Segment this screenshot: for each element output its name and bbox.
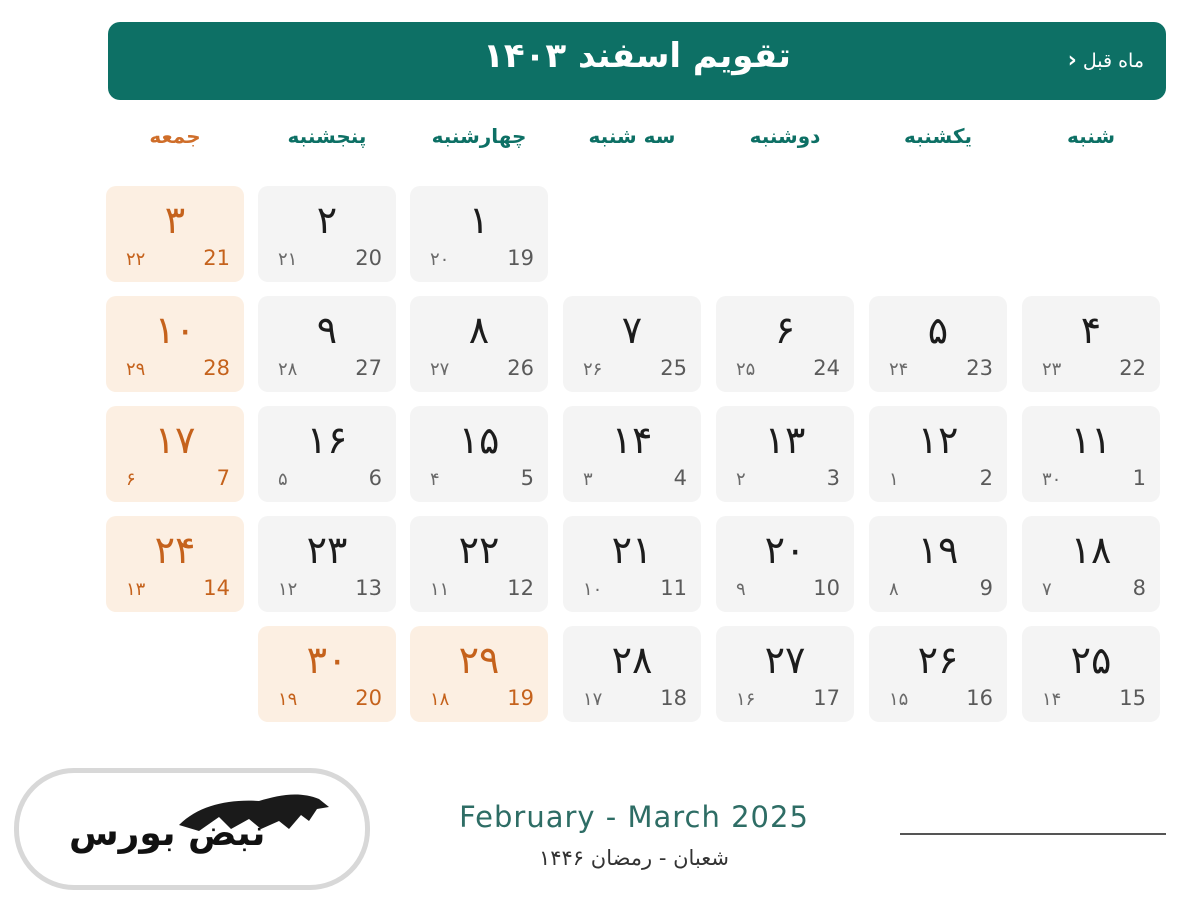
hijri-day-number: ۱۴ [1042, 689, 1062, 710]
persian-day-number: ۲۸ [611, 638, 653, 682]
gregorian-day-number: 26 [507, 356, 534, 380]
persian-day-number: ۲۲ [458, 528, 500, 572]
gregorian-day-number: 27 [355, 356, 382, 380]
page-title: تقویم اسفند ۱۴۰۳ [483, 36, 791, 76]
prev-month-button[interactable] [1068, 48, 1144, 73]
day-cell[interactable] [869, 296, 1007, 392]
day-cell[interactable] [1022, 626, 1160, 722]
divider [900, 833, 1166, 835]
hijri-day-number: ۲۳ [1042, 359, 1062, 380]
persian-day-number: ۱۶ [306, 418, 348, 462]
persian-day-number: ۲۹ [458, 638, 500, 682]
day-cell[interactable] [716, 516, 854, 612]
persian-day-number: ۲ [316, 198, 338, 242]
day-cell[interactable] [106, 516, 244, 612]
day-cell[interactable] [716, 626, 854, 722]
gregorian-day-number: 20 [355, 686, 382, 710]
gregorian-day-number: 24 [813, 356, 840, 380]
gregorian-day-number: 18 [660, 686, 687, 710]
day-cell[interactable] [410, 516, 548, 612]
hijri-day-number: ۲۹ [126, 359, 146, 380]
gregorian-day-number: 14 [203, 576, 230, 600]
day-cell[interactable] [410, 626, 548, 722]
hijri-day-number: ۶ [126, 469, 136, 490]
gregorian-day-number: 22 [1119, 356, 1146, 380]
gregorian-day-number: 23 [966, 356, 993, 380]
day-cell[interactable] [258, 296, 396, 392]
gregorian-day-number: 21 [203, 246, 230, 270]
persian-day-number: ۱۲ [917, 418, 959, 462]
weekday-saturday: شنبه [1066, 124, 1116, 148]
day-cell[interactable] [258, 406, 396, 502]
persian-day-number: ۱۸ [1070, 528, 1112, 572]
prev-month-label: ماه قبل [1082, 49, 1144, 72]
persian-day-number: ۱۱ [1070, 418, 1112, 462]
day-cell[interactable] [563, 626, 701, 722]
weekday-sunday: یکشنبه [904, 124, 972, 148]
persian-day-number: ۷ [621, 308, 643, 352]
gregorian-day-number: 4 [673, 466, 687, 490]
day-cell[interactable] [716, 406, 854, 502]
gregorian-day-number: 25 [660, 356, 687, 380]
persian-day-number: ۸ [468, 308, 490, 352]
hijri-day-number: ۱ [889, 469, 899, 490]
day-cell[interactable] [869, 516, 1007, 612]
gregorian-day-number: 8 [1132, 576, 1146, 600]
gregorian-range: February - March 2025 [459, 800, 809, 834]
gregorian-day-number: 19 [507, 246, 534, 270]
logo-text: نبض بورس [69, 813, 266, 854]
persian-day-number: ۲۴ [154, 528, 196, 572]
weekday-tuesday: سه شنبه [588, 124, 676, 148]
gregorian-day-number: 13 [355, 576, 382, 600]
day-cell[interactable] [106, 186, 244, 282]
persian-day-number: ۲۱ [611, 528, 653, 572]
persian-day-number: ۹ [316, 308, 338, 352]
hijri-day-number: ۲۸ [278, 359, 298, 380]
hijri-day-number: ۱۶ [736, 689, 756, 710]
hijri-range: شعبان - رمضان ۱۴۴۶ [538, 846, 730, 870]
day-cell[interactable] [106, 296, 244, 392]
persian-day-number: ۱۵ [458, 418, 500, 462]
hijri-day-number: ۲۵ [736, 359, 756, 380]
hijri-day-number: ۲۶ [583, 359, 603, 380]
hijri-day-number: ۲ [736, 469, 746, 490]
hijri-day-number: ۹ [736, 579, 746, 600]
gregorian-day-number: 20 [355, 246, 382, 270]
gregorian-day-number: 7 [216, 466, 230, 490]
day-cell[interactable] [410, 296, 548, 392]
gregorian-day-number: 11 [660, 576, 687, 600]
persian-day-number: ۱۴ [611, 418, 653, 462]
day-cell[interactable] [716, 296, 854, 392]
weekday-wednesday: چهارشنبه [431, 124, 527, 148]
hijri-day-number: ۱۲ [278, 579, 298, 600]
day-cell[interactable] [258, 516, 396, 612]
hijri-day-number: ۱۱ [430, 579, 450, 600]
weekday-monday: دوشنبه [749, 124, 821, 148]
weekday-header-row [0, 124, 1200, 164]
hijri-day-number: ۱۹ [278, 689, 298, 710]
day-cell[interactable] [869, 626, 1007, 722]
hijri-day-number: ۵ [278, 469, 288, 490]
persian-day-number: ۱۳ [764, 418, 806, 462]
weekday-friday: جمعه [149, 124, 201, 148]
gregorian-day-number: 2 [979, 466, 993, 490]
day-cell[interactable] [258, 186, 396, 282]
persian-day-number: ۶ [774, 308, 796, 352]
gregorian-day-number: 16 [966, 686, 993, 710]
persian-day-number: ۱ [468, 198, 490, 242]
persian-day-number: ۲۵ [1070, 638, 1112, 682]
chevron-left-icon: ‹ [1067, 48, 1077, 73]
day-cell[interactable] [410, 186, 548, 282]
hijri-day-number: ۲۰ [430, 249, 450, 270]
hijri-day-number: ۲۲ [126, 249, 146, 270]
gregorian-day-number: 28 [203, 356, 230, 380]
hijri-day-number: ۲۷ [430, 359, 450, 380]
persian-day-number: ۳ [164, 198, 186, 242]
gregorian-day-number: 12 [507, 576, 534, 600]
persian-day-number: ۱۷ [154, 418, 196, 462]
hijri-day-number: ۱۸ [430, 689, 450, 710]
hijri-day-number: ۱۷ [583, 689, 603, 710]
gregorian-day-number: 17 [813, 686, 840, 710]
persian-day-number: ۱۹ [917, 528, 959, 572]
gregorian-day-number: 19 [507, 686, 534, 710]
persian-day-number: ۴ [1080, 308, 1102, 352]
hijri-day-number: ۴ [430, 469, 440, 490]
hijri-day-number: ۸ [889, 579, 899, 600]
persian-day-number: ۲۷ [764, 638, 806, 682]
day-cell[interactable] [106, 406, 244, 502]
hijri-day-number: ۳۰ [1042, 469, 1062, 490]
persian-day-number: ۲۳ [306, 528, 348, 572]
day-cell[interactable] [563, 406, 701, 502]
gregorian-day-number: 15 [1119, 686, 1146, 710]
gregorian-day-number: 3 [826, 466, 840, 490]
day-cell[interactable] [1022, 296, 1160, 392]
hijri-day-number: ۷ [1042, 579, 1052, 600]
persian-day-number: ۳۰ [306, 638, 348, 682]
brand-logo [14, 768, 370, 890]
calendar-header [108, 22, 1166, 100]
hijri-day-number: ۱۳ [126, 579, 146, 600]
persian-day-number: ۲۶ [917, 638, 959, 682]
day-cell[interactable] [869, 406, 1007, 502]
day-cell[interactable] [1022, 406, 1160, 502]
day-cell[interactable] [258, 626, 396, 722]
gregorian-day-number: 10 [813, 576, 840, 600]
day-cell[interactable] [563, 516, 701, 612]
gregorian-day-number: 5 [520, 466, 534, 490]
hijri-day-number: ۱۰ [583, 579, 603, 600]
hijri-day-number: ۱۵ [889, 689, 909, 710]
persian-day-number: ۲۰ [764, 528, 806, 572]
gregorian-day-number: 9 [979, 576, 993, 600]
persian-day-number: ۵ [927, 308, 949, 352]
hijri-day-number: ۲۱ [278, 249, 298, 270]
gregorian-day-number: 6 [368, 466, 382, 490]
persian-day-number: ۱۰ [154, 308, 196, 352]
day-cell[interactable] [410, 406, 548, 502]
day-cell[interactable] [563, 296, 701, 392]
weekday-thursday: پنجشنبه [287, 124, 367, 148]
hijri-day-number: ۳ [583, 469, 593, 490]
gregorian-day-number: 1 [1132, 466, 1146, 490]
day-cell[interactable] [1022, 516, 1160, 612]
hijri-day-number: ۲۴ [889, 359, 909, 380]
